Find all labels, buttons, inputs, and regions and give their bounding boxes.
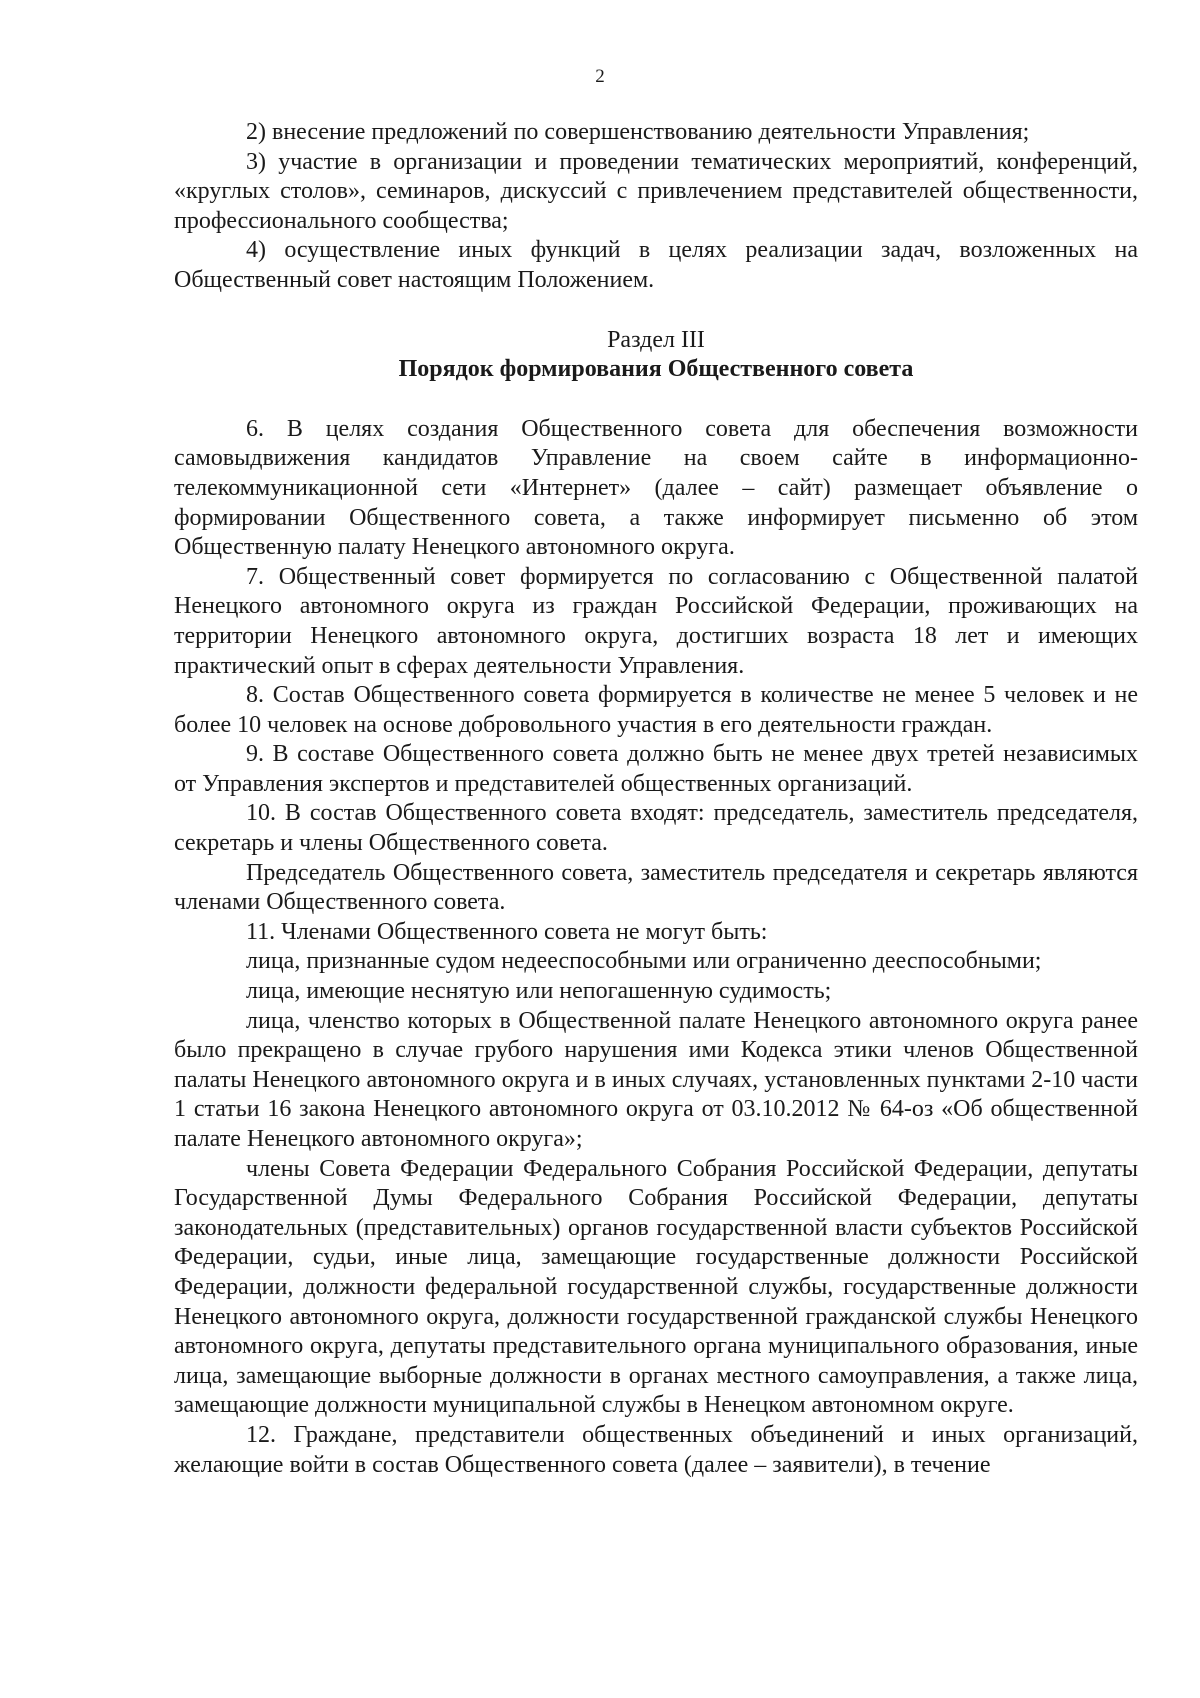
paragraph-11-item-4: члены Совета Федерации Федерального Собрания Российской Федерации, депутаты Государственной Думы Федерального Собрания Российской Федерации, депутаты законодательных (представительных) органов государственной власти субъектов Российской Федерации, судьи, иные лица, замещающие государственные должности Российской Федерации, должности федеральной государственной службы, государственные должности Ненецкого автономного округа, должности государственной гражданской службы Ненецкого автономного округа, депутаты представительного органа муниципального образования, иные лица, замещающие выборные должности в органах местного самоуправления, а также лица, замещающие должности муниципальной службы в Ненецком автономном округе.	[174, 1155, 1138, 1419]
paragraph-11-item-1: лица, признанные судом недееспособными или ограниченно дееспособными;	[246, 948, 1042, 975]
paragraph-10: 10. В состав Общественного совета входят: председатель, заместитель председателя, секретарь и члены Общественного совета.	[174, 800, 1138, 857]
paragraph-item-2: 2) внесение предложений по совершенствованию деятельности Управления;	[246, 119, 1030, 145]
section-title: Порядок формирования Общественного совета	[398, 356, 914, 383]
paragraph-item-3: 3) участие в организации и проведении тематических мероприятий, конференций, «круглых столов», семинаров, дискуссий с привлечением представителей общественности, профессионального сообщества;	[174, 148, 1138, 234]
paragraph-7: 7. Общественный совет формируется по согласованию с Общественной палатой Ненецкого автономного округа из граждан Российской Федерации, проживающих на территории Ненецкого автономного округа, достигших возраста 18 лет и имеющих практический опыт в сферах деятельности Управления.	[174, 563, 1138, 679]
paragraph-11: 11. Членами Общественного совета не могут быть:	[246, 918, 768, 945]
paragraph-item-4: 4) осуществление иных функций в целях реализации задач, возложенных на Общественный совет настоящим Положением.	[174, 237, 1138, 293]
section-label: Раздел III	[607, 326, 705, 353]
page-number: 2	[595, 66, 605, 87]
paragraph-10-note: Председатель Общественного совета, заместитель председателя и секретарь являются членами Общественного совета.	[174, 859, 1138, 916]
paragraph-11-item-3: лица, членство которых в Общественной палате Ненецкого автономного округа ранее было прекращено в случае грубого нарушения ими Кодекса этики членов Общественной палаты Ненецкого автономного округа и в иных случаях, установленных пунктами 2-10 части 1 статьи 16 закона Ненецкого автономного округа от 03.10.2012 № 64-оз «Об общественной палате Ненецкого автономного округа»;	[174, 1007, 1138, 1152]
paragraph-8: 8. Состав Общественного совета формируется в количестве не менее 5 человек и не более 10 человек на основе добровольного участия в его деятельности граждан.	[174, 682, 1138, 738]
document-body	[174, 118, 1138, 1480]
paragraph-6: 6. В целях создания Общественного совета для обеспечения возможности самовыдвижения кандидатов Управление на своем сайте в информационно-телекоммуникационной сети «Интернет» (далее – сайт) размещает объявление о формировании Общественного совета, а также информирует письменно об этом Общественную палату Ненецкого автономного округа.	[174, 415, 1138, 561]
paragraph-11-item-2: лица, имеющие неснятую или непогашенную судимость;	[246, 978, 832, 1005]
paragraph-12: 12. Граждане, представители общественных объединений и иных организаций, желающие войти в состав Общественного совета (далее – заявители), в течение	[174, 1421, 1138, 1478]
paragraph-9: 9. В составе Общественного совета должно быть не менее двух третей независимых от Управления экспертов и представителей общественных организаций.	[174, 741, 1138, 797]
